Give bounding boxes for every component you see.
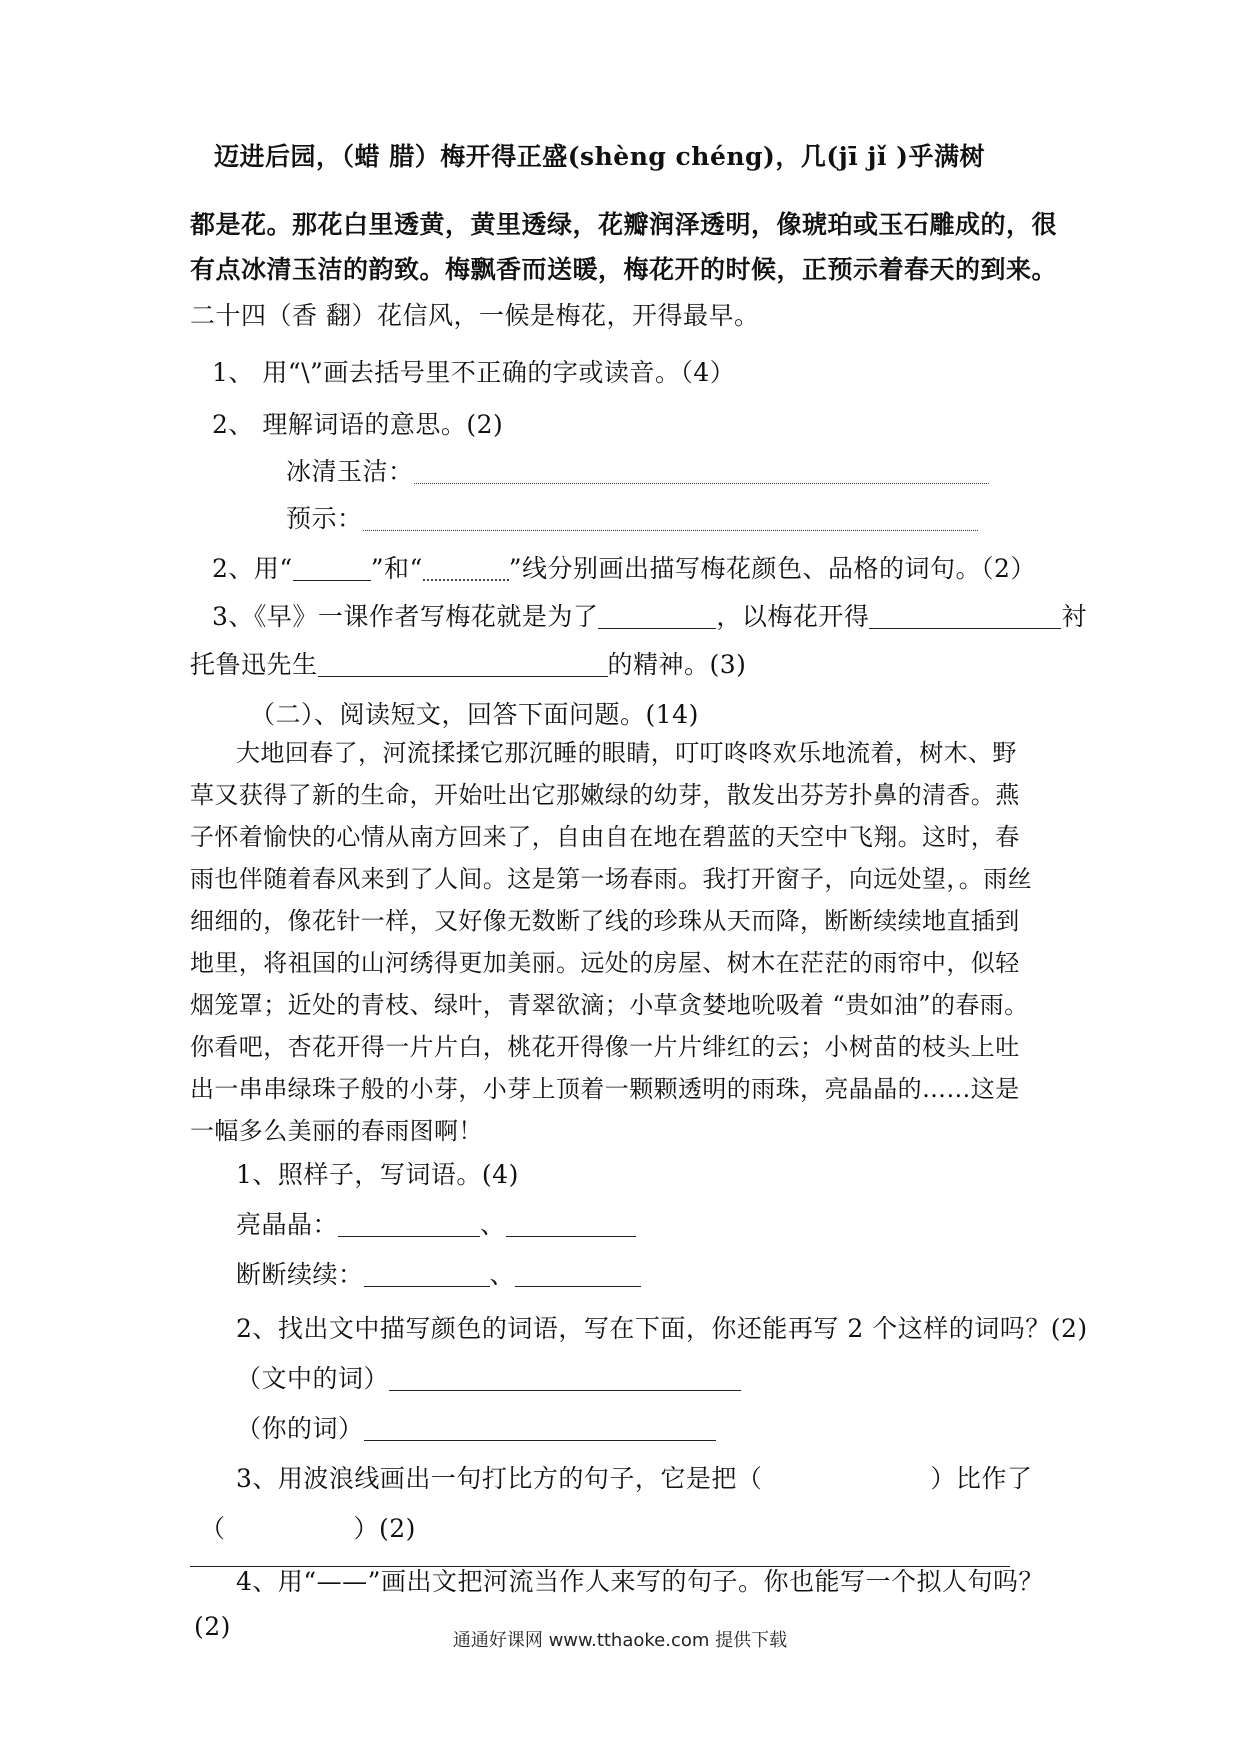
section2-line5: 细细的，像花针一样，又好像无数断了线的珍珠从天而降，断断续续地直插到 xyxy=(190,907,1020,935)
label-text-words: （文中的词） xyxy=(236,1364,390,1393)
answer-line-aabb-3[interactable] xyxy=(364,1262,490,1287)
answer-line-spirit[interactable] xyxy=(318,652,608,677)
section2-line4: 雨也伴随着春风来到了人间。这是第一场春雨。我打开窗子，向远处望，。雨丝 xyxy=(190,865,1032,893)
q2-item3-part-a: 3、用波浪线画出一句打比方的句子，它是把（ xyxy=(236,1464,763,1493)
q1-term1-row xyxy=(286,455,989,489)
q1-item3-row xyxy=(212,552,1036,586)
q1-item5-part-b: 的精神。(3) xyxy=(607,650,747,679)
q1-term2-row xyxy=(286,502,978,536)
passage1-line4: 二十四（香 翻）花信风，一候是梅花，开得最早。 xyxy=(190,301,760,330)
q2-item3-part-b: ）比作了 xyxy=(930,1464,1033,1493)
q1-item4-row xyxy=(212,600,1087,634)
section2-line1: 大地回春了，河流揉揉它那沉睡的眼睛，叮叮咚咚欢乐地流着，树木、野 xyxy=(236,739,1017,767)
q1-item2: 2、 理解词语的意思。(2) xyxy=(212,410,504,439)
q2-item1: 1、照样子，写词语。(4) xyxy=(236,1160,519,1189)
term-label-bingqingyujie: 冰清玉洁： xyxy=(286,457,414,486)
section2-line3: 子怀着愉快的心情从南方回来了，自由自在地在碧蓝的天空中飞翔。这时，春 xyxy=(190,823,1020,851)
q1-item5-row xyxy=(190,648,746,682)
q1-item1: 1、 用“\”画去括号里不正确的字或读音。（4） xyxy=(212,358,736,387)
q1-item4-part-c: 衬 xyxy=(1061,602,1087,631)
answer-line-your-words[interactable] xyxy=(364,1416,716,1441)
answer-line-aabb-1[interactable] xyxy=(338,1212,480,1237)
q1-item3-part-b: ”和“ xyxy=(370,554,423,583)
answer-line-term2[interactable] xyxy=(363,506,978,531)
q2-item3-row xyxy=(236,1462,1032,1496)
word-label-duanduanxuxu: 断断续续： xyxy=(236,1260,364,1289)
q2-item3-part-d: ）(2) xyxy=(353,1514,416,1543)
answer-line-term1[interactable] xyxy=(414,459,989,484)
section2-line8: 你看吧，杏花开得一片片白，桃花开得像一片片绯红的云；小树苗的枝头上吐 xyxy=(190,1033,1020,1061)
passage1-line1: 迈进后园，（蜡 腊）梅开得正盛(shèng chéng)，几(jī jǐ )乎满树 xyxy=(214,142,985,171)
q2-item4: 4、用“——”画出文把河流当作人来写的句子。你也能写一个拟人句吗？ xyxy=(236,1567,1044,1596)
q1-item4-part-b: ，以梅花开得 xyxy=(716,602,870,631)
q2-text-words-row xyxy=(236,1362,741,1396)
passage1-line3: 有点冰清玉洁的韵致。梅飘香而送暖，梅花开的时候，正预示着春天的到来。 xyxy=(190,255,1058,284)
section2-line9: 出一串串绿珠子般的小芽，小芽上顶着一颗颗透明的雨珠，亮晶晶的……这是 xyxy=(190,1075,1020,1103)
q2-word1-row xyxy=(236,1208,636,1242)
section2-line7: 烟笼罩；近处的青枝、绿叶，青翠欲滴；小草贪婪地吮吸着 “贵如油”的春雨。 xyxy=(190,991,1029,1019)
section2-line10: 一幅多么美丽的春雨图啊！ xyxy=(190,1117,483,1145)
q2-item3-part-c: （ xyxy=(200,1514,226,1543)
section2-heading: （二）、阅读短文，回答下面问题。(14) xyxy=(250,700,699,729)
separator: 、 xyxy=(489,1260,516,1289)
q2-item2: 2、找出文中描写颜色的词语，写在下面，你还能再写 2 个这样的词吗？(2) xyxy=(236,1314,1088,1343)
q1-item4-part-a: 3、《早》一课作者写梅花就是为了 xyxy=(212,602,599,631)
section2-line2: 草又获得了新的生命，开始吐出它那嫩绿的幼芽，散发出芬芳扑鼻的清香。燕 xyxy=(190,781,1020,809)
q1-item3-part-c: ”线分别画出描写梅花颜色、品格的词句。（2） xyxy=(508,554,1036,583)
separator: 、 xyxy=(480,1210,506,1239)
q2-item3-row2 xyxy=(200,1512,416,1546)
answer-line-personification[interactable] xyxy=(190,1566,1010,1567)
answer-line-aabb-2[interactable] xyxy=(506,1212,636,1237)
term-label-yushi: 预示： xyxy=(286,504,363,533)
answer-line-aabb-4[interactable] xyxy=(515,1262,641,1287)
q2-item4-score: (2) xyxy=(194,1612,231,1641)
answer-line-purpose[interactable] xyxy=(598,604,716,629)
section2-line6: 地里，将祖国的山河绣得更加美丽。远处的房屋、树木在茫茫的雨帘中，似轻 xyxy=(190,949,1020,977)
word-label-liangjingjing: 亮晶晶： xyxy=(236,1210,339,1239)
sample-wavy-line xyxy=(423,555,509,581)
answer-line-bloom[interactable] xyxy=(869,604,1061,629)
q2-your-words-row xyxy=(236,1412,716,1446)
answer-line-text-words[interactable] xyxy=(389,1366,741,1391)
footer-credit: 通通好课网 www.tthaoke.com 提供下载 xyxy=(452,1630,788,1651)
q2-word2-row xyxy=(236,1258,641,1292)
sample-straight-line xyxy=(293,556,371,581)
passage1-line2: 都是花。那花白里透黄，黄里透绿，花瓣润泽透明，像琥珀或玉石雕成的，很 xyxy=(190,210,1058,239)
q1-item5-part-a: 托鲁迅先生 xyxy=(190,650,318,679)
q1-item3-part-a: 2、用“ xyxy=(212,554,293,583)
label-your-words: （你的词） xyxy=(236,1414,364,1443)
